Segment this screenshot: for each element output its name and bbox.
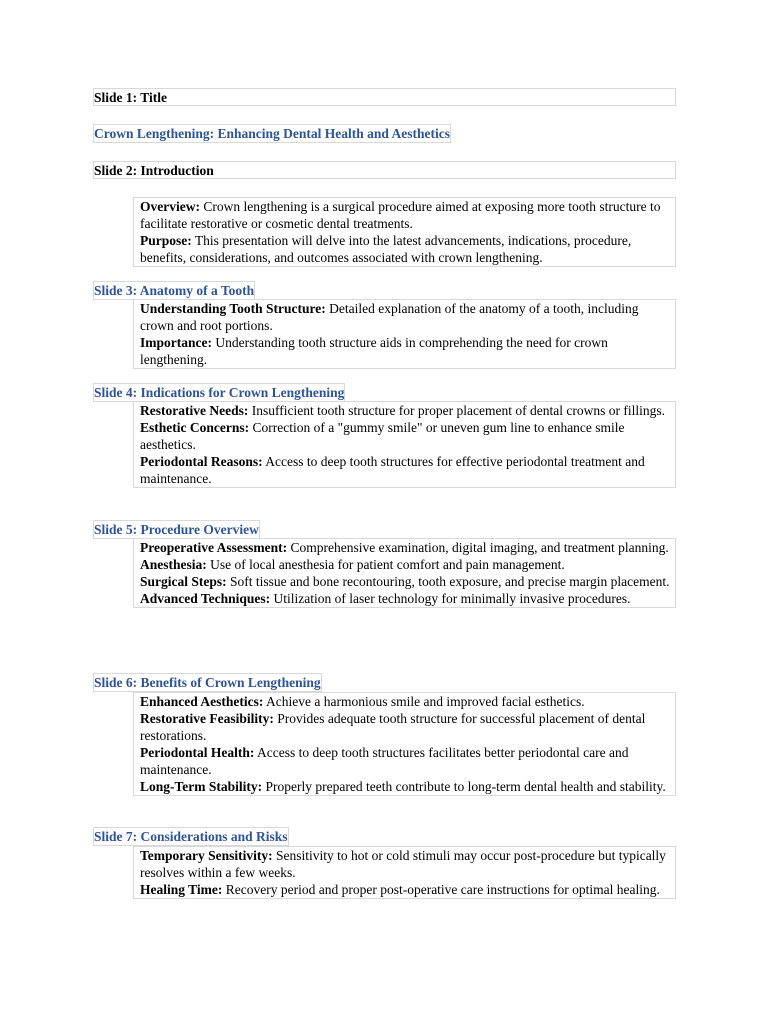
list-item: [134, 693, 675, 795]
item-label: Temporary Sensitivity:: [140, 848, 273, 863]
item-text: This presentation will delve into the latest advancements, indications, procedure, benefits, considerations, and outcomes associated with crown lengthening.: [140, 233, 632, 265]
item-label: Esthetic Concerns:: [140, 420, 250, 435]
item-text: Correction of a "gummy smile" or uneven gum line to enhance smile aesthetics.: [140, 420, 625, 452]
item-label: Preoperative Assessment:: [140, 540, 288, 555]
item-label: Periodontal Health:: [140, 745, 255, 760]
slide7-heading: Slide 7: Considerations and Risks: [94, 829, 288, 844]
list-item: [134, 539, 675, 607]
list-item: [134, 402, 675, 487]
item-label: Advanced Techniques:: [140, 591, 271, 606]
item-text: Crown lengthening is a surgical procedure aimed at exposing more tooth structure to facilitate restorative or cosmetic dental treatments.: [140, 199, 661, 231]
item-label: Healing Time:: [140, 882, 223, 897]
item-label: Long-Term Stability:: [140, 779, 263, 794]
item-text: Insufficient tooth structure for proper placement of dental crowns or fillings.: [248, 403, 665, 418]
slide2-heading: Slide 2: Introduction: [93, 161, 676, 179]
item-label: Periodontal Reasons:: [140, 454, 263, 469]
list-item: [134, 198, 675, 266]
list-item: [134, 847, 675, 898]
item-label: Restorative Needs:: [140, 403, 249, 418]
item-label: Surgical Steps:: [140, 574, 227, 589]
slide3-heading: Slide 3: Anatomy of a Tooth: [94, 283, 255, 298]
item-text: Properly prepared teeth contribute to long-term dental health and stability.: [262, 779, 666, 794]
slide2-body: [133, 197, 676, 267]
slide5-heading: Slide 5: Procedure Overview: [94, 522, 259, 537]
item-text: Achieve a harmonious smile and improved facial esthetics.: [263, 694, 585, 709]
item-text: Use of local anesthesia for patient comfort and pain management.: [206, 557, 565, 572]
slide6-heading: Slide 6: Benefits of Crown Lengthening: [94, 675, 321, 690]
item-text: Provides adequate tooth structure for successful placement of dental restorations.: [140, 711, 646, 743]
document-title: Crown Lengthening: Enhancing Dental Health and Aesthetics: [94, 126, 451, 141]
slide1-heading: Slide 1: Title: [93, 88, 676, 106]
item-text: Soft tissue and bone recontouring, tooth exposure, and precise margin placement.: [226, 574, 670, 589]
item-label: Understanding Tooth Structure:: [140, 301, 326, 316]
list-item: [134, 300, 675, 368]
item-text: Access to deep tooth structures facilitates better periodontal care and maintenance.: [140, 745, 629, 777]
item-text: Access to deep tooth structures for effective periodontal treatment and maintenance.: [140, 454, 645, 486]
slide6-body: [133, 692, 676, 796]
item-text: Understanding tooth structure aids in comprehending the need for crown lengthening.: [140, 335, 608, 367]
slide7-body: [133, 846, 676, 899]
item-text: Comprehensive examination, digital imaging, and treatment planning.: [287, 540, 669, 555]
item-text: Utilization of laser technology for minimally invasive procedures.: [270, 591, 631, 606]
item-label: Importance:: [140, 335, 212, 350]
slide4-heading: Slide 4: Indications for Crown Lengthening: [94, 385, 345, 400]
item-label: Overview:: [140, 199, 200, 214]
item-label: Purpose:: [140, 233, 192, 248]
item-text: Sensitivity to hot or cold stimuli may occur post-procedure but typically resolves within a few weeks.: [140, 848, 666, 880]
slide4-body: [133, 401, 676, 488]
item-text: Detailed explanation of the anatomy of a tooth, including crown and root portions.: [140, 301, 639, 333]
item-label: Restorative Feasibility:: [140, 711, 274, 726]
item-text: Recovery period and proper post-operative care instructions for optimal healing.: [222, 882, 660, 897]
slide5-body: [133, 538, 676, 608]
item-label: Anesthesia:: [140, 557, 207, 572]
slide3-body: [133, 299, 676, 369]
item-label: Enhanced Aesthetics:: [140, 694, 264, 709]
